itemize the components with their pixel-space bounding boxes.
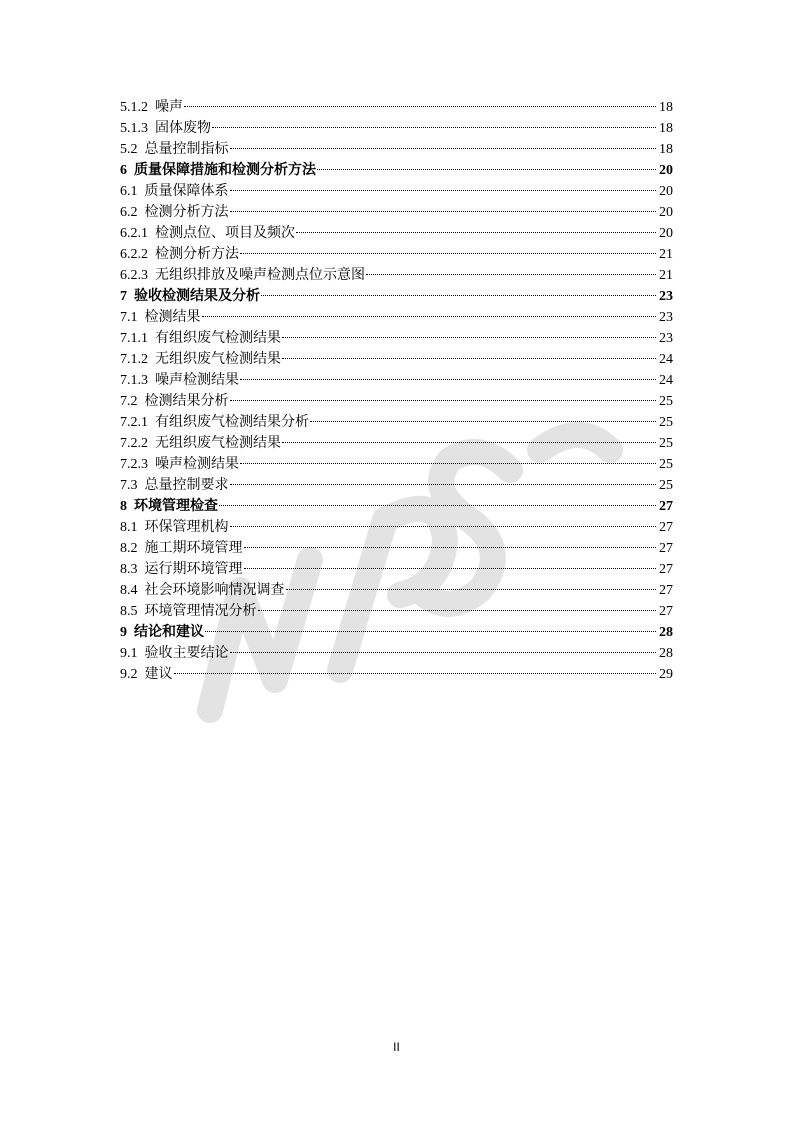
toc-leader-dots [184, 106, 656, 107]
toc-entry-page: 18 [659, 142, 673, 157]
toc-leader-dots [240, 253, 656, 254]
toc-entry-page: 27 [659, 604, 673, 619]
toc-leader-dots [366, 274, 656, 275]
toc-leader-dots [240, 463, 656, 464]
toc-leader-dots [317, 169, 656, 170]
toc-entry[interactable] [120, 454, 673, 475]
toc-entry-title: 检测结果 [144, 310, 201, 325]
toc-entry-page: 28 [659, 646, 673, 661]
toc-leader-dots [296, 232, 656, 233]
toc-entry-title: 验收检测结果及分析 [134, 289, 260, 304]
toc-entry-number: 5.2 [120, 142, 138, 157]
toc-entry[interactable] [120, 97, 673, 118]
toc-entry-number: 9 [120, 625, 127, 640]
toc-entry-number: 7.1.2 [120, 352, 148, 367]
toc-entry-page: 23 [659, 310, 673, 325]
toc-entry-title: 环保管理机构 [144, 520, 229, 535]
toc-entry-number: 7.1.3 [120, 373, 148, 388]
toc-entry-title: 检测结果分析 [144, 394, 229, 409]
toc-entry-title: 检测点位、项目及频次 [155, 226, 295, 241]
toc-entry[interactable] [120, 580, 673, 601]
toc-entry-number: 7.2.2 [120, 436, 148, 451]
toc-entry[interactable] [120, 601, 673, 622]
toc-leader-dots [219, 505, 656, 506]
toc-entry-page: 25 [659, 436, 673, 451]
toc-entry[interactable] [120, 496, 673, 517]
table-of-contents [120, 97, 673, 685]
toc-leader-dots [310, 421, 656, 422]
toc-entry-title: 噪声检测结果 [155, 457, 239, 472]
toc-entry-page: 27 [659, 520, 673, 535]
toc-entry-title: 验收主要结论 [144, 646, 229, 661]
toc-leader-dots [286, 589, 657, 590]
toc-leader-dots [230, 190, 657, 191]
toc-entry[interactable] [120, 328, 673, 349]
toc-entry[interactable] [120, 433, 673, 454]
toc-entry-number: 6 [120, 163, 127, 178]
toc-entry-page: 18 [659, 100, 673, 115]
toc-entry-title: 检测分析方法 [155, 247, 239, 262]
toc-leader-dots [261, 295, 656, 296]
toc-leader-dots [205, 631, 656, 632]
toc-entry-page: 25 [659, 394, 673, 409]
toc-entry-page: 18 [659, 121, 673, 136]
page-number: II [393, 1040, 400, 1054]
toc-entry-number: 5.1.2 [120, 100, 148, 115]
toc-leader-dots [230, 526, 657, 527]
toc-entry[interactable] [120, 622, 673, 643]
toc-entry-number: 8.3 [120, 562, 138, 577]
toc-entry[interactable] [120, 475, 673, 496]
toc-entry-page: 20 [659, 184, 673, 199]
toc-entry-number: 6.1 [120, 184, 138, 199]
toc-entry-number: 6.2.2 [120, 247, 148, 262]
toc-entry-page: 25 [659, 415, 673, 430]
toc-entry-page: 20 [659, 163, 673, 178]
toc-entry-page: 23 [659, 289, 673, 304]
toc-entry-number: 8.2 [120, 541, 138, 556]
toc-entry-number: 6.2.3 [120, 268, 148, 283]
toc-entry-number: 7.1.1 [120, 331, 148, 346]
toc-entry-number: 7 [120, 289, 127, 304]
toc-entry-page: 21 [659, 268, 673, 283]
toc-leader-dots [258, 610, 657, 611]
toc-entry[interactable] [120, 139, 673, 160]
toc-entry-number: 7.2.3 [120, 457, 148, 472]
toc-entry-number: 7.3 [120, 478, 138, 493]
toc-entry-page: 28 [659, 625, 673, 640]
toc-entry-page: 25 [659, 478, 673, 493]
toc-entry-number: 8.1 [120, 520, 138, 535]
toc-entry-page: 21 [659, 247, 673, 262]
toc-entry-number: 8.4 [120, 583, 138, 598]
toc-entry[interactable] [120, 181, 673, 202]
toc-leader-dots [230, 484, 657, 485]
toc-entry-number: 8 [120, 499, 127, 514]
toc-leader-dots [174, 673, 657, 674]
toc-entry[interactable] [120, 538, 673, 559]
toc-entry[interactable] [120, 160, 673, 181]
toc-entry[interactable] [120, 559, 673, 580]
toc-leader-dots [230, 400, 657, 401]
toc-leader-dots [282, 442, 656, 443]
toc-entry-title: 检测分析方法 [144, 205, 229, 220]
toc-entry[interactable] [120, 307, 673, 328]
toc-entry[interactable] [120, 202, 673, 223]
toc-entry-page: 29 [659, 667, 673, 682]
toc-entry[interactable] [120, 286, 673, 307]
toc-entry-page: 24 [659, 373, 673, 388]
toc-entry-number: 8.5 [120, 604, 138, 619]
toc-leader-dots [282, 358, 656, 359]
toc-entry-number: 7.2 [120, 394, 138, 409]
toc-entry[interactable] [120, 244, 673, 265]
toc-entry[interactable] [120, 349, 673, 370]
toc-entry[interactable] [120, 223, 673, 244]
toc-entry-title: 有组织废气检测结果 [155, 331, 281, 346]
toc-entry[interactable] [120, 391, 673, 412]
toc-entry-number: 6.2.1 [120, 226, 148, 241]
toc-entry-title: 施工期环境管理 [144, 541, 243, 556]
toc-entry-title: 固体废物 [155, 121, 211, 136]
toc-entry[interactable] [120, 370, 673, 391]
toc-leader-dots [244, 568, 657, 569]
toc-leader-dots [202, 316, 657, 317]
toc-entry-page: 23 [659, 331, 673, 346]
toc-entry-title: 环境管理情况分析 [144, 604, 257, 619]
toc-leader-dots [230, 148, 657, 149]
toc-entry-title: 无组织排放及噪声检测点位示意图 [155, 268, 365, 283]
toc-entry-page: 27 [659, 541, 673, 556]
toc-entry-title: 质量保障体系 [144, 184, 229, 199]
toc-entry-page: 27 [659, 499, 673, 514]
toc-entry-number: 7.1 [120, 310, 138, 325]
toc-entry-number: 7.2.1 [120, 415, 148, 430]
toc-entry-title: 总量控制指标 [144, 142, 229, 157]
toc-entry-title: 社会环境影响情况调查 [144, 583, 285, 598]
toc-leader-dots [244, 547, 657, 548]
toc-leader-dots [240, 379, 656, 380]
toc-entry-title: 噪声 [155, 100, 183, 115]
toc-leader-dots [230, 652, 657, 653]
toc-entry-page: 27 [659, 562, 673, 577]
toc-entry-title: 建议 [144, 667, 173, 682]
toc-leader-dots [282, 337, 656, 338]
toc-entry-title: 无组织废气检测结果 [155, 436, 281, 451]
toc-entry-number: 9.1 [120, 646, 138, 661]
toc-entry[interactable] [120, 412, 673, 433]
toc-entry-page: 27 [659, 583, 673, 598]
toc-entry-title: 质量保障措施和检测分析方法 [134, 163, 316, 178]
toc-entry[interactable] [120, 265, 673, 286]
toc-leader-dots [212, 127, 656, 128]
toc-entry-title: 运行期环境管理 [144, 562, 243, 577]
toc-entry[interactable] [120, 517, 673, 538]
toc-entry-title: 总量控制要求 [144, 478, 229, 493]
toc-entry-title: 有组织废气检测结果分析 [155, 415, 309, 430]
toc-entry-title: 无组织废气检测结果 [155, 352, 281, 367]
toc-entry[interactable] [120, 118, 673, 139]
toc-entry-title: 环境管理检查 [134, 499, 218, 514]
toc-entry-page: 24 [659, 352, 673, 367]
toc-leader-dots [230, 211, 657, 212]
toc-entry-page: 20 [659, 226, 673, 241]
toc-entry-title: 噪声检测结果 [155, 373, 239, 388]
toc-entry-number: 5.1.3 [120, 121, 148, 136]
toc-entry-page: 25 [659, 457, 673, 472]
toc-entry-page: 20 [659, 205, 673, 220]
toc-entry-number: 6.2 [120, 205, 138, 220]
toc-entry-title: 结论和建议 [134, 625, 204, 640]
toc-entry[interactable] [120, 664, 673, 685]
toc-entry[interactable] [120, 643, 673, 664]
toc-entry-number: 9.2 [120, 667, 138, 682]
